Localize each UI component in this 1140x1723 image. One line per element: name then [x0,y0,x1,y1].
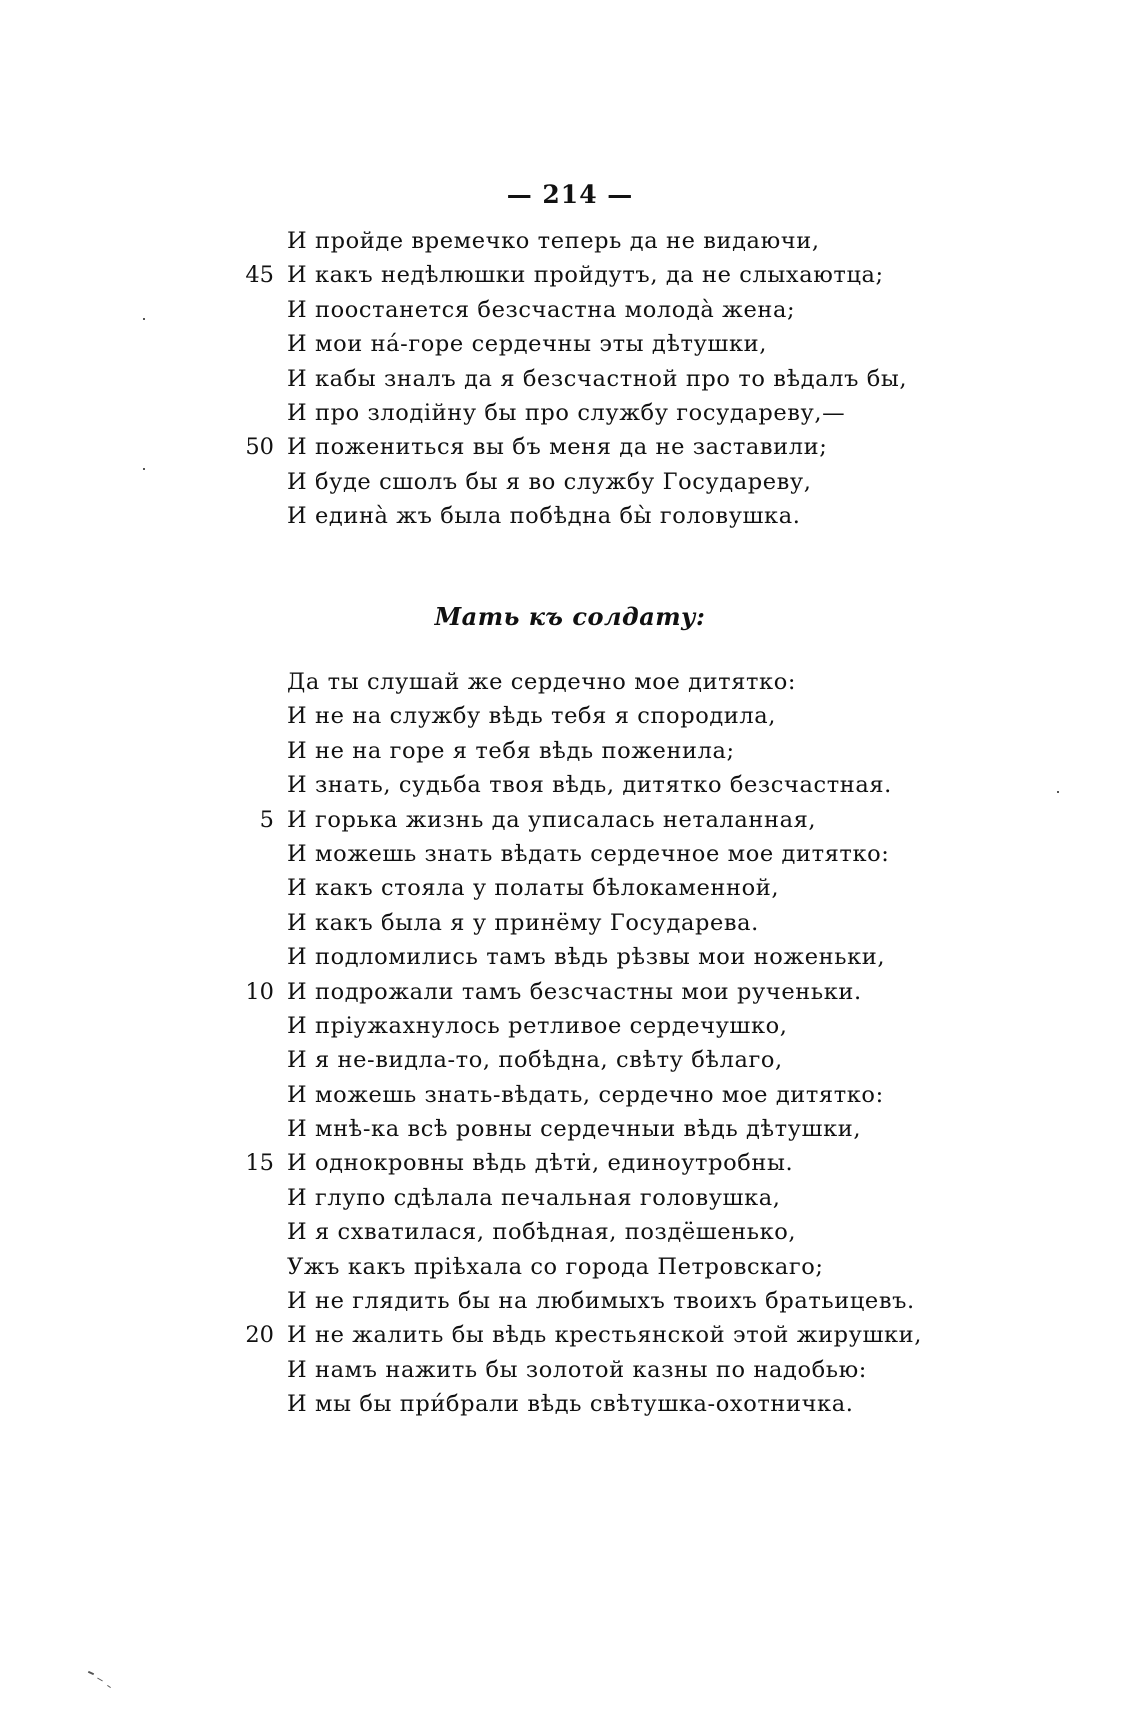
line-number: 20 [245,1322,274,1349]
line-text: И знать, судьба твоя вѣдь, дитятко безсчастная. [287,772,892,799]
verse-line [0,1043,1140,1077]
line-text: И едина̀ жъ была побѣдна бы̀ головушка. [287,503,801,530]
line-text: И я не-видла-то, побѣдна, свѣту бѣлаго, [287,1047,783,1074]
line-text: И подрожали тамъ безсчастны мои рученьки. [287,978,862,1005]
line-text: И мы бы при́брали вѣдь свѣтушка-охотничка. [287,1391,854,1418]
line-number: 45 [245,262,274,289]
line-text: Ужъ какъ пріѣхала со города Петровскаго; [287,1253,824,1280]
page-number: — 214 — [506,180,634,209]
line-text: И можешь знать-вѣдать, сердечно мое дитятко: [287,1081,884,1108]
verse-line [0,465,1140,499]
line-text: И горька жизнь да уписалась неталанная, [287,806,817,833]
verse-line [0,734,1140,768]
verse-line [0,837,1140,871]
verse-line [0,1009,1140,1043]
line-text: И буде сшолъ бы я во службу Государеву, [287,468,812,495]
verse-line [0,1387,1140,1421]
verse-line [0,1318,1140,1352]
line-text: И пожениться вы бъ меня да не заставили; [287,434,828,461]
line-text: И мнѣ-ка всѣ ровны сердечныи вѣдь дѣтушки, [287,1116,862,1143]
line-text: И не на службу вѣдь тебя я спородила, [287,703,777,730]
line-text: И кабы зналъ да я безсчастной про то вѣдалъ бы, [287,365,908,392]
line-text: И можешь знать вѣдать сердечное мое дитятко: [287,840,890,867]
verse-line [0,362,1140,396]
line-text: И не жалить бы вѣдь крестьянской этой жирушки, [287,1322,923,1349]
verse-line [0,258,1140,292]
line-text: И пройде времечко теперь да не видаючи, [287,228,820,254]
line-text: И подломились тамъ вѣдь рѣзвы мои ноженьки, [287,944,886,971]
line-number: 5 [259,806,274,833]
line-text: И я схватилася, побѣдная, поздёшенько, [287,1219,797,1246]
line-text: И поостанется безсчастна молода̀ жена; [287,296,796,323]
line-text: И мои на́-горе сердечны эты дѣтушки, [287,331,767,358]
line-text: И глупо сдѣлала печальная головушка, [287,1184,781,1211]
scan-speck [1057,791,1059,793]
verse-line [0,975,1140,1009]
line-text: Да ты слушай же сердечно мое дитятко: [287,669,797,695]
scan-speck [97,1678,103,1682]
verse-line [0,1353,1140,1387]
verse-line [0,906,1140,940]
stanza-2 [0,665,1140,1422]
scan-speck [143,318,145,320]
verse-line [0,699,1140,733]
line-text: И какъ стояла у полаты бѣлокаменной, [287,875,780,902]
scan-speck [107,1685,111,1688]
verse-line [0,1078,1140,1112]
line-text: И какъ недѣлюшки пройдутъ, да не слыхаютца; [287,262,884,289]
verse-line [0,1284,1140,1318]
line-text: И не глядить бы на любимыхъ твоихъ братьицевъ. [287,1288,915,1315]
section-heading: Мать къ солдату: [434,602,706,631]
verse-line [0,430,1140,464]
verse-line [0,665,1140,699]
verse-line [0,293,1140,327]
line-text: И про злодійну бы про службу государеву,— [287,399,846,426]
verse-line [0,1112,1140,1146]
verse-line [0,871,1140,905]
line-text: И однокровны вѣдь дѣти̇, единоутробны. [287,1150,794,1177]
verse-line [0,396,1140,430]
verse-line [0,803,1140,837]
line-text: И намъ нажить бы золотой казны по надобью: [287,1356,867,1383]
verse-line [0,224,1140,258]
verse-line [0,1181,1140,1215]
scan-speck [88,1671,94,1675]
verse-line [0,768,1140,802]
line-number: 15 [245,1150,274,1177]
verse-line [0,940,1140,974]
verse-line [0,1146,1140,1180]
line-text: И какъ была я у принёму Государева. [287,909,759,936]
line-number: 10 [245,978,274,1005]
verse-line [0,327,1140,361]
line-text: И не на горе я тебя вѣдь поженила; [287,737,735,764]
stanza-1 [0,224,1140,534]
line-text: И пріужахнулось ретливое сердечушко, [287,1012,788,1039]
verse-line [0,499,1140,533]
scan-speck [143,468,145,470]
verse-line [0,1215,1140,1249]
verse-line [0,1250,1140,1284]
line-number: 50 [245,434,274,461]
